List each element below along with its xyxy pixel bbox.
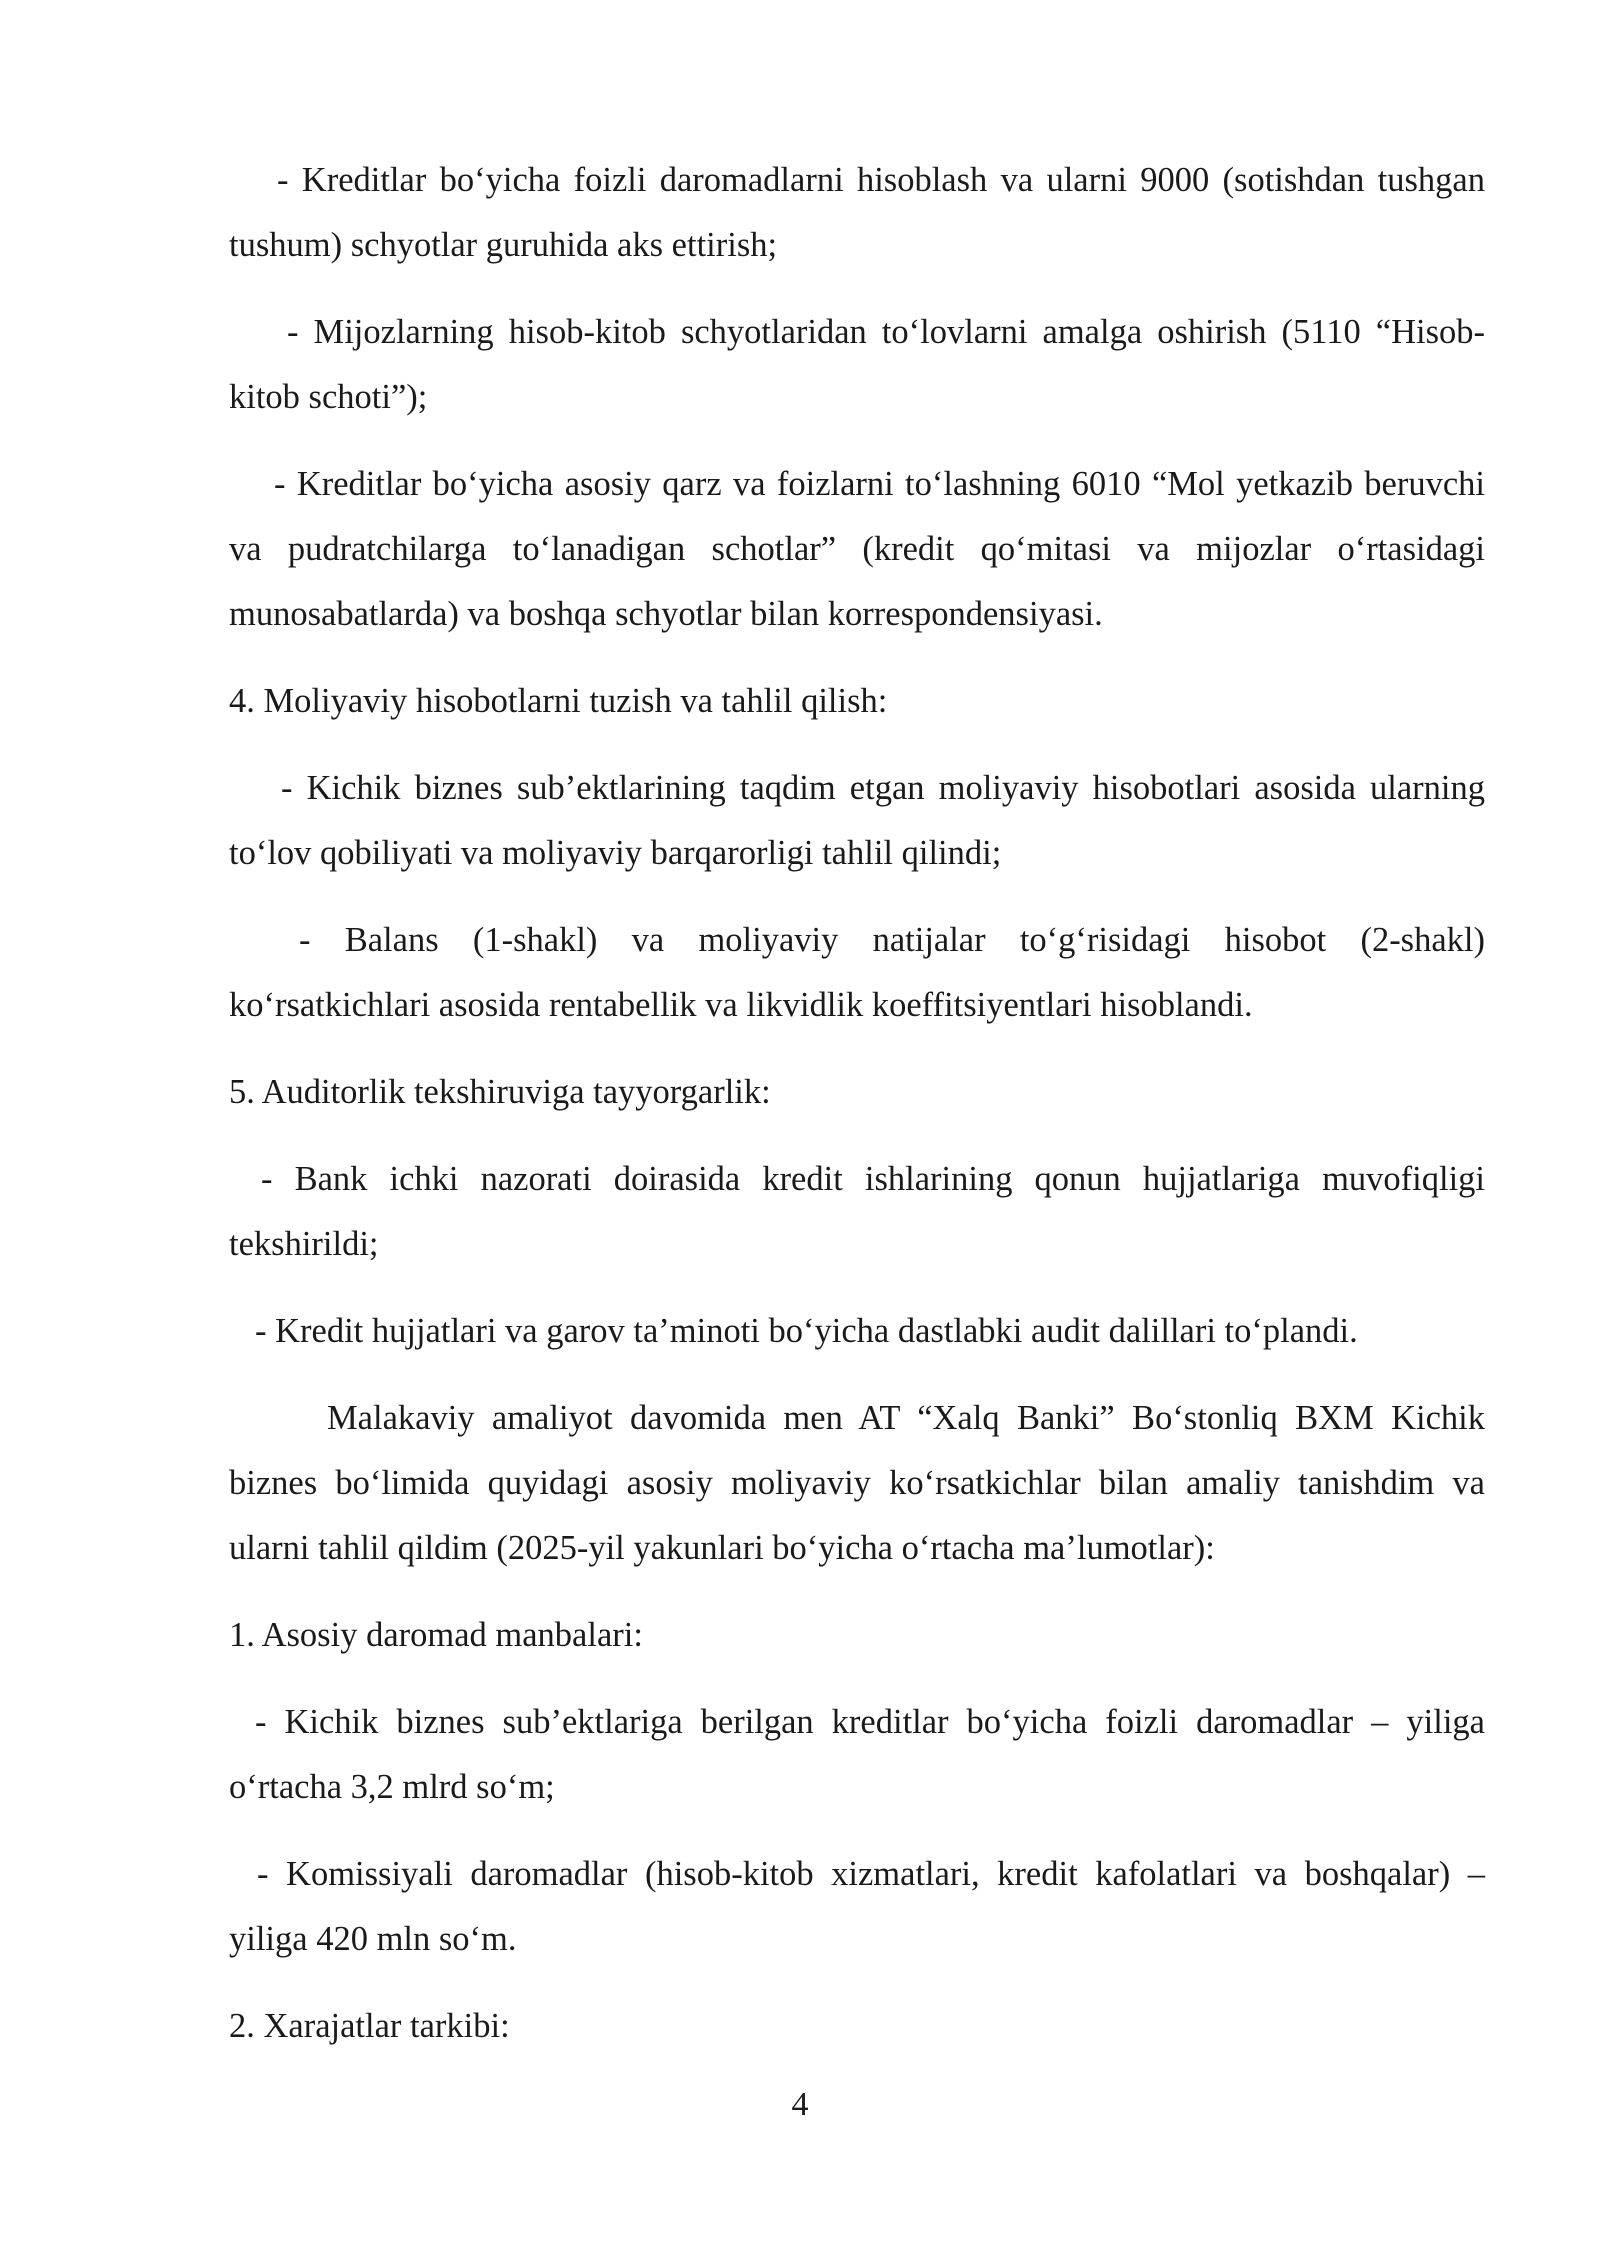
paragraph-interest-income-amount: - Kichik biznes sub’ektlariga berilgan kreditlar bo‘yicha foizli daromadlar – yiliga o‘rtacha 3,2 mlrd so‘m; bbox=[229, 1703, 1485, 1806]
paragraph-practice-summary: Malakaviy amaliyot davomida men AT “Xalq Banki” Bo‘stonliq BXM Kichik biznes bo‘limida quyidagi asosiy moliyaviy ko‘rsatkichlar bilan amaliy tanishdim va ularni tahlil qildim (2025-yil yakunlari bo‘yicha o‘rtacha ma’lumotlar): bbox=[229, 1399, 1485, 1567]
paragraph-audit-evidence: - Kredit hujjatlari va garov ta’minoti bo‘yicha dastlabki audit dalillari to‘plandi. bbox=[255, 1312, 1358, 1350]
paragraph-ratios: - Balans (1-shakl) va moliyaviy natijalar to‘g‘risidagi hisobot (2-shakl) ko‘rsatkichlari asosida rentabellik va likvidlik koeffitsiyentlari hisoblandi. bbox=[229, 921, 1485, 1024]
paragraph-loan-repayment: - Kreditlar bo‘yicha asosiy qarz va foizlarni to‘lashning 6010 “Mol yetkazib beruvchi va pudratchilarga to‘lanadigan schotlar” (kredit qo‘mitasi va mijozlar o‘rtasidagi munosabatlarda) va boshqa schyotlar bilan korrespondensiyasi. bbox=[229, 465, 1485, 633]
paragraph-commission-income: - Komissiyali daromadlar (hisob-kitob xizmatlari, kredit kafolatlari va boshqalar) – yiliga 420 mln so‘m. bbox=[229, 1855, 1485, 1958]
section-heading-financial-reports: 4. Moliyaviy hisobotlarni tuzish va tahlil qilish: bbox=[229, 682, 888, 720]
section-heading-income-sources: 1. Asosiy daromad manbalari: bbox=[229, 1616, 643, 1654]
section-heading-audit: 5. Auditorlik tekshiruviga tayyorgarlik: bbox=[229, 1073, 771, 1111]
section-heading-expenses: 2. Xarajatlar tarkibi: bbox=[229, 2007, 510, 2045]
page-body bbox=[229, 148, 1485, 2081]
paragraph-solvency-analysis: - Kichik biznes sub’ektlarining taqdim etgan moliyaviy hisobotlari asosida ularning to‘lov qobiliyati va moliyaviy barqarorligi tahlil qilindi; bbox=[229, 769, 1485, 872]
paragraph-interest-income: - Kreditlar bo‘yicha foizli daromadlarni hisoblash va ularni 9000 (sotishdan tushgan tushum) schyotlar guruhida aks ettirish; bbox=[229, 161, 1485, 264]
page-number: 4 bbox=[791, 2086, 809, 2123]
paragraph-client-payments: - Mijozlarning hisob-kitob schyotlaridan to‘lovlarni amalga oshirish (5110 “Hisob-kitob schoti”); bbox=[229, 313, 1485, 416]
paragraph-internal-control: - Bank ichki nazorati doirasida kredit ishlarining qonun hujjatlariga muvofiqligi tekshirildi; bbox=[229, 1160, 1485, 1263]
